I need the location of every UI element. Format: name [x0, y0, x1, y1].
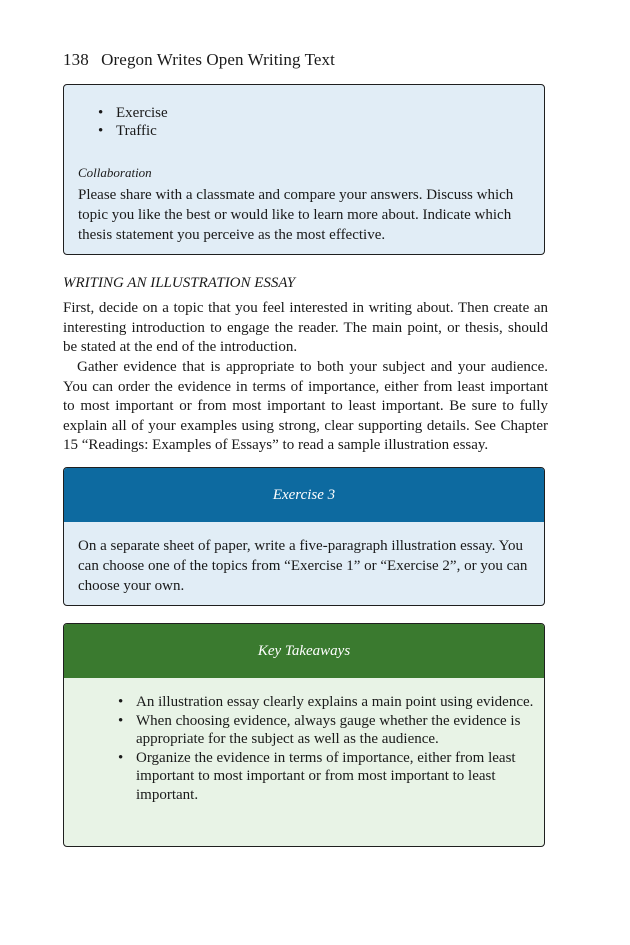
- topic-list: [116, 104, 168, 140]
- page-number: 138: [63, 50, 89, 69]
- section-heading: WRITING AN ILLUSTRATION ESSAY: [63, 275, 296, 291]
- exercise-title: Exercise 3: [64, 468, 544, 522]
- key-takeaways-title: Key Takeaways: [64, 624, 544, 678]
- collaboration-box: [63, 84, 545, 255]
- body-paragraph: First, decide on a topic that you feel interested in writing about. Then create an interesting introduction to engage the reader. The main point, or thesis, should be stated at the end of the introduction.: [63, 300, 548, 355]
- exercise-box: [63, 467, 545, 606]
- body-paragraph: Gather evidence that is appropriate to both your subject and your audience. You can order the evidence in terms of importance, either from least important to most important or from most important to least important. Be sure to fully explain all of your examples using strong, clear supporting details. See Chapter 15 “Readings: Examples of Essays” to read a sample illustration essay.: [63, 359, 548, 453]
- collaboration-heading: Collaboration: [78, 165, 152, 180]
- exercise-text: On a separate sheet of paper, write a five-paragraph illustration essay. You can choose one of the topics from “Exercise 1” or “Exercise 2”, or you can choose your own.: [78, 538, 528, 594]
- list-item: • Traffic: [116, 122, 168, 140]
- key-takeaways-box: [63, 623, 545, 847]
- list-item: • When choosing evidence, always gauge whether the evidence is appropriate for the subject as well as the audience.: [136, 712, 536, 749]
- list-item: • Exercise: [116, 104, 168, 122]
- collaboration-text: Please share with a classmate and compare your answers. Discuss which topic you like the best or would like to learn more about. Indicate which thesis statement you perceive as the most effective.: [78, 187, 514, 243]
- list-item: • An illustration essay clearly explains a main point using evidence.: [136, 693, 536, 712]
- book-title: Oregon Writes Open Writing Text: [101, 50, 335, 69]
- list-item: • Organize the evidence in terms of importance, either from least important to most important or from most important to least important.: [136, 749, 536, 805]
- page-header: [63, 50, 335, 70]
- takeaways-list: [136, 693, 536, 804]
